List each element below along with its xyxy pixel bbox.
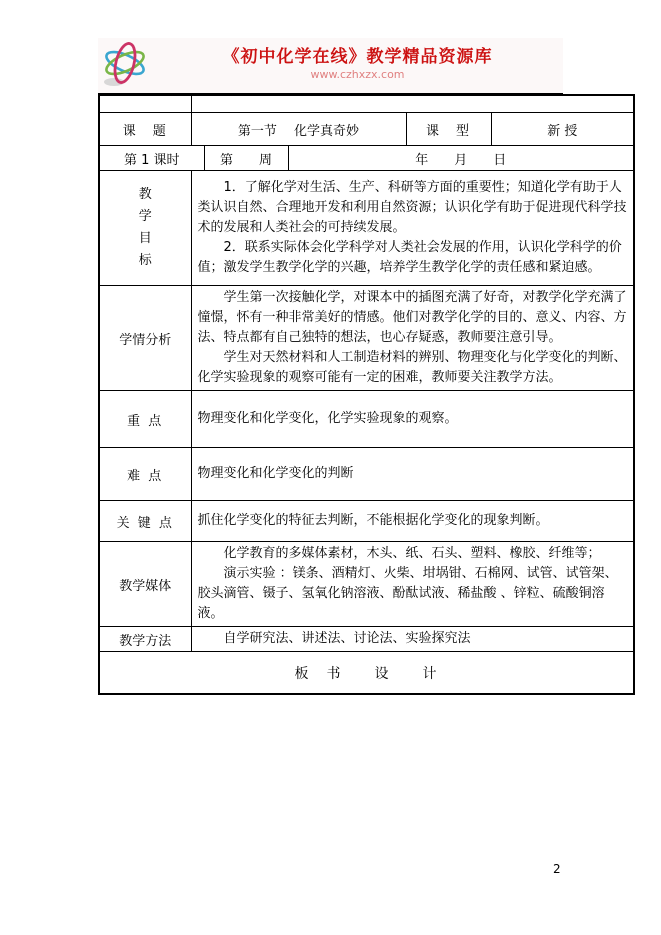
table-row-teaching-goal <box>99 171 634 286</box>
methods-text: 自学研究法、讲述法、讨论法、实验探究法 <box>223 631 471 646</box>
teaching-goal-label <box>99 171 191 286</box>
difficult-points-label: 难 点 <box>99 448 191 501</box>
empty-cell-right <box>191 95 634 113</box>
analysis-paragraph-1: 学生第一次接触化学，对课本中的插图充满了好奇，对教学化学充满了憧憬，怀有一种非常美好的情感。他们对教学化学的目的、意义、内容、方法、特点都有自己独特的想法，也心存疑惑，教师要注意引导。 <box>197 290 627 345</box>
table-row-empty <box>99 95 634 113</box>
learner-analysis-content <box>191 286 634 391</box>
site-banner <box>98 38 563 95</box>
topic-value: 第一节 化学真奇妙 <box>191 113 406 146</box>
site-url: www.czhxzx.com <box>310 68 405 81</box>
crucial-point-text: 抓住化学变化的特征去判断，不能根据化学变化的现象判断。 <box>197 513 549 528</box>
date-cell: 年 月 日 <box>288 146 634 171</box>
teaching-methods-label: 教学方法 <box>99 627 191 652</box>
goal-paragraph-1: 1．了解化学对生活、生产、科研等方面的重要性；知道化学有助于人类认识自然、合理地开发和利用自然资源；认识化学有助于促进现代科学技术的发展和人类社会的可持续发展。 <box>197 180 627 235</box>
analysis-paragraph-2: 学生对天然材料和人工制造材料的辨别、物理变化与化学变化的判断、化学实验现象的观察可能有一定的困难，教师要关注教学方法。 <box>197 350 627 385</box>
goal-label-char: 目 <box>138 231 152 246</box>
page-number: 2 <box>553 862 561 876</box>
table-row-crucial-point <box>99 501 634 542</box>
table-row-board-design <box>99 652 634 695</box>
lesson-plan-table <box>98 94 635 695</box>
goal-paragraph-2: 2．联系实际体会化学科学对人类社会发展的作用，认识化学科学的价值；激发学生教学化学的兴趣，培养学生教学化学的责任感和紧迫感。 <box>197 240 622 275</box>
goal-label-char: 标 <box>138 253 152 268</box>
difficult-points-content <box>191 448 634 501</box>
course-type-label: 课 型 <box>406 113 491 146</box>
banner-text <box>152 38 563 83</box>
difficult-points-text: 物理变化和化学变化的判断 <box>197 466 354 481</box>
media-paragraph-1: 化学教育的多媒体素材，木头、纸、石头、塑料、橡胶、纤维等； <box>223 546 601 561</box>
table-row-learner-analysis <box>99 286 634 391</box>
media-paragraph-2: 演示实验 ：镁条、酒精灯、火柴、坩埚钳、石棉网、试管、试管架、胶头滴管、镊子、氢氧化钠溶液、酚酞试液、稀盐酸 、锌粒、硫酸铜溶液。 <box>197 566 618 621</box>
crucial-point-content <box>191 501 634 542</box>
atom-logo-svg <box>100 38 152 90</box>
table-row-difficult-points <box>99 448 634 501</box>
period-cell: 第 1 课时 <box>99 146 204 171</box>
course-type-value: 新 授 <box>491 113 634 146</box>
key-points-label: 重 点 <box>99 391 191 448</box>
goal-label-char: 学 <box>138 209 152 224</box>
table-row-period <box>99 146 634 171</box>
teaching-media-label: 教学媒体 <box>99 542 191 627</box>
table-row-teaching-media <box>99 542 634 627</box>
table-row-teaching-methods <box>99 627 634 652</box>
teaching-goal-content <box>191 171 634 286</box>
board-design-label: 板 书 设 计 <box>99 652 634 695</box>
table-row-key-points <box>99 391 634 448</box>
table-row-topic <box>99 113 634 146</box>
week-cell: 第 周 <box>204 146 288 171</box>
teaching-media-content <box>191 542 634 627</box>
key-points-text: 物理变化和化学变化，化学实验现象的观察。 <box>197 411 458 426</box>
teaching-methods-content <box>191 627 634 652</box>
topic-label: 课 题 <box>99 113 191 146</box>
crucial-point-label: 关 键 点 <box>99 501 191 542</box>
learner-analysis-label: 学情分析 <box>99 286 191 391</box>
goal-label-char: 教 <box>138 187 152 202</box>
key-points-content <box>191 391 634 448</box>
site-title: 《初中化学在线》教学精品资源库 <box>222 47 493 67</box>
empty-cell-left <box>99 95 191 113</box>
atom-logo-icon <box>100 38 152 90</box>
